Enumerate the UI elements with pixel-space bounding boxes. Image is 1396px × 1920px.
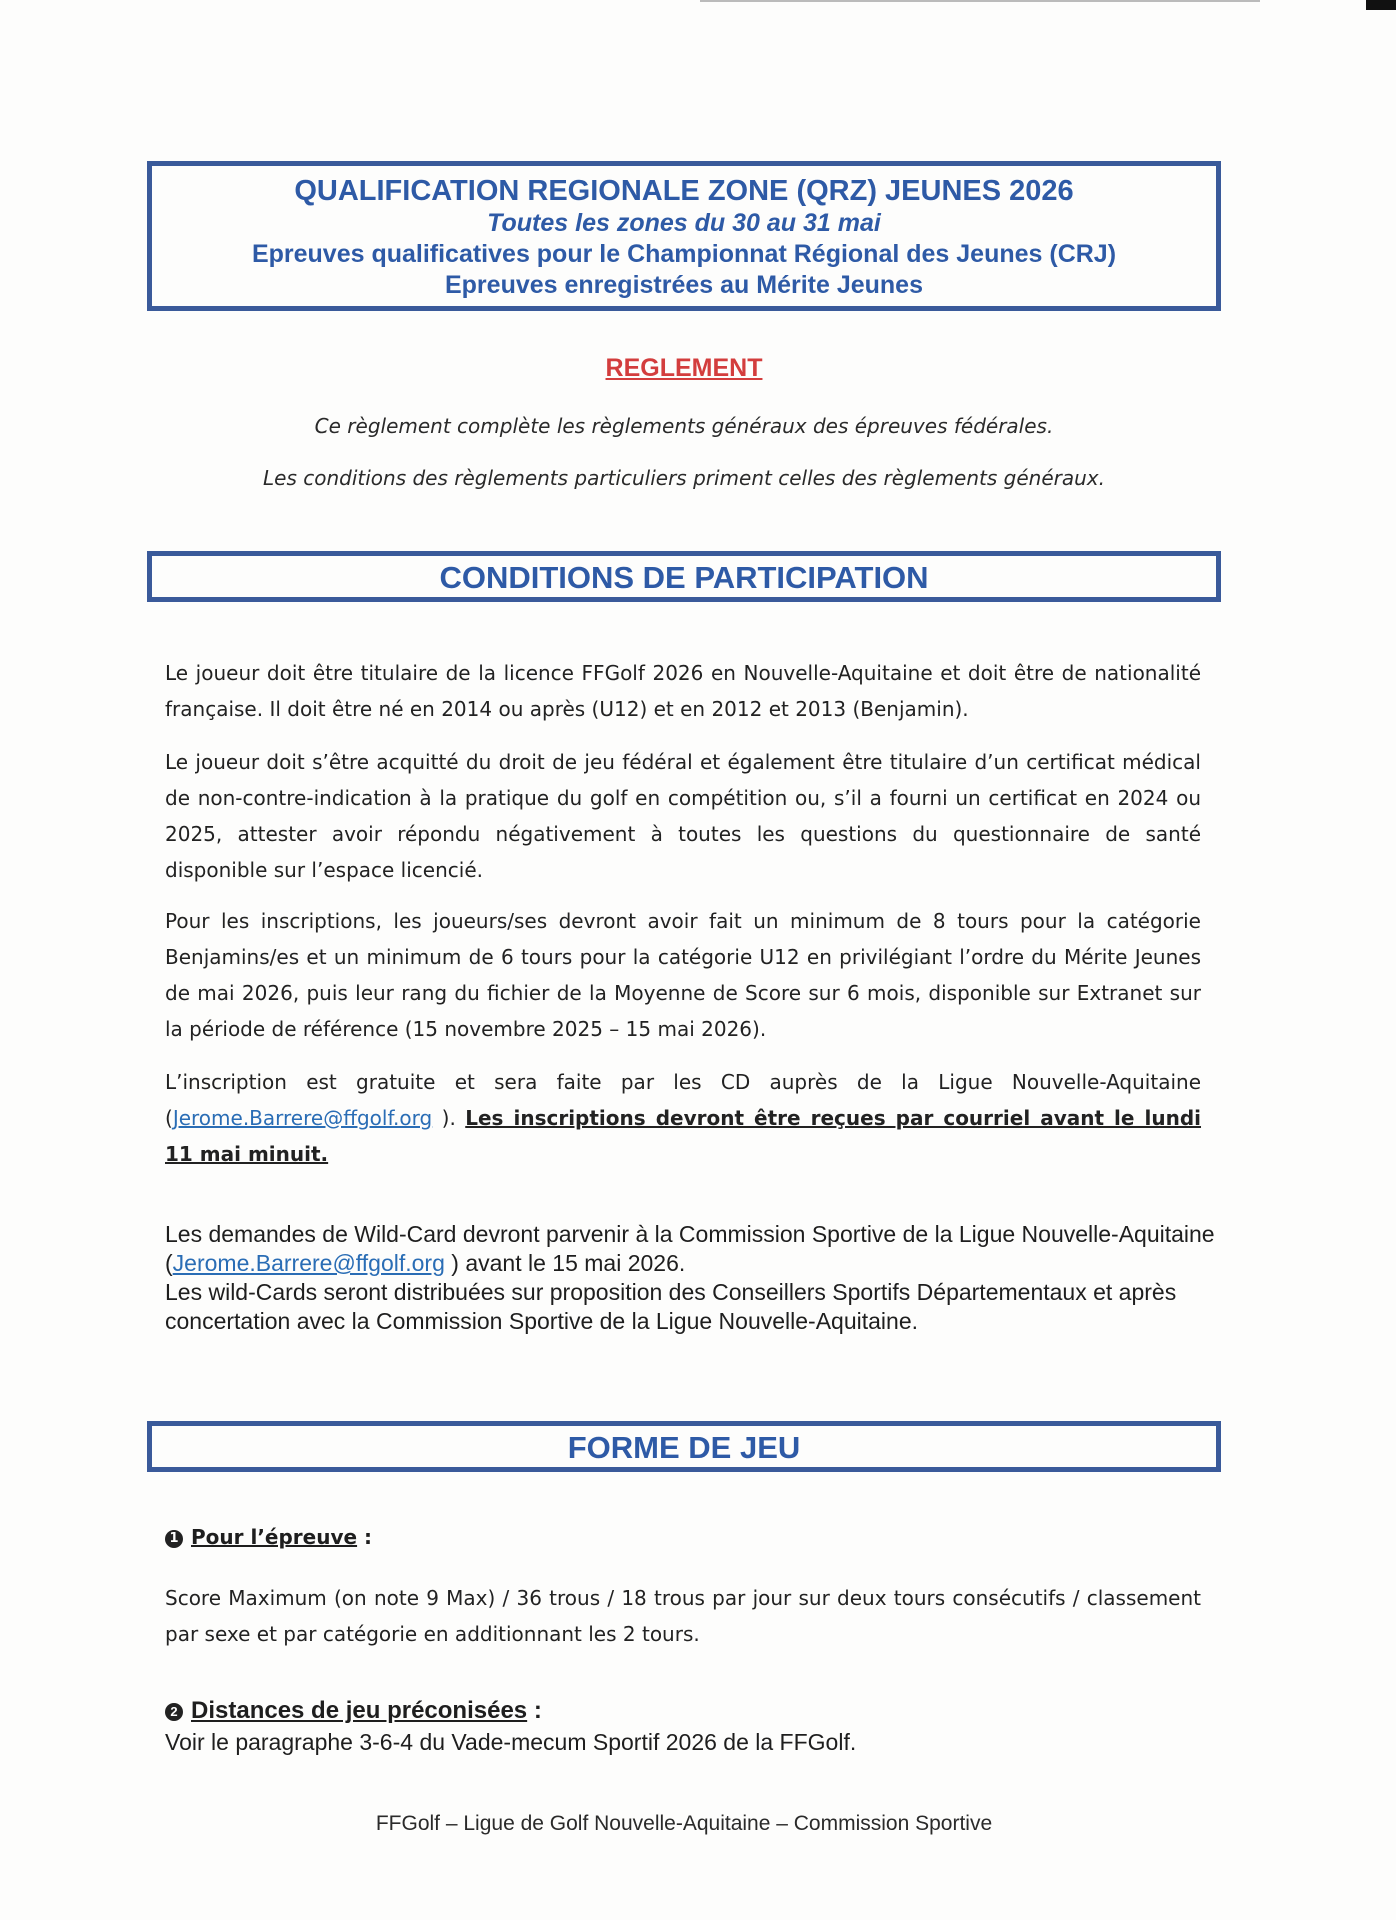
forme-bullet-1-title: Pour l’épreuve — [191, 1525, 358, 1549]
forme-bullet-1-colon: : — [357, 1525, 373, 1549]
wildcard-p1 — [165, 1220, 1215, 1278]
reglement-title: REGLEMENT — [605, 354, 763, 382]
forme-bullet-2 — [165, 1697, 542, 1725]
header-subtitle: Toutes les zones du 30 au 31 mai — [487, 209, 881, 237]
wildcard-p2: Les wild-Cards seront distribuées sur proposition des Conseillers Sportifs Départementaux et après concertation avec la Commission Sportive de la Ligue Nouvelle-Aquitaine. — [165, 1279, 1177, 1334]
header-line4: Epreuves enregistrées au Mérite Jeunes — [444, 271, 923, 299]
forme-bullet-2-colon: : — [527, 1697, 542, 1724]
conditions-p4-deadline: Les inscriptions devront être reçues par courriel avant le lundi 11 mai minuit. — [165, 1106, 1202, 1166]
wildcard-p1-end: ) avant le 15 mai 2026. — [444, 1250, 686, 1276]
forme-bullet-1 — [165, 1525, 372, 1549]
conditions-title: CONDITIONS DE PARTICIPATION — [439, 560, 929, 595]
conditions-p4-start: L’inscription est gratuite et sera faite par les CD auprès de la Ligue Nouvelle-Aquitaine ( — [165, 1070, 1201, 1130]
scan-line — [700, 0, 1260, 2]
bullet-2-icon: 2 — [165, 1703, 183, 1721]
wildcard-p1-start: Les demandes de Wild-Card devront parvenir à la Commission Sportive de la Ligue Nouvelle-Aquitaine ( — [165, 1221, 1215, 1276]
reglement-intro-1: Ce règlement complète les règlements généraux des épreuves fédérales. — [314, 414, 1054, 438]
forme-bullet-2-title: Distances de jeu préconisées — [191, 1697, 528, 1724]
header-title: QUALIFICATION REGIONALE ZONE (QRZ) JEUNES 2026 — [294, 175, 1074, 207]
conditions-p4-mid: ). — [432, 1106, 466, 1130]
page-footer: FFGolf – Ligue de Golf Nouvelle-Aquitaine – Commission Sportive — [375, 1812, 993, 1835]
wildcard-email-link[interactable]: Jerome.Barrere@ffgolf.org — [172, 1250, 445, 1276]
conditions-p2: Le joueur doit s’être acquitté du droit de jeu fédéral et également être titulaire d’un certificat médical de non-contre-indication à la pratique du golf en compétition ou, s’il a fourni un certificat en 2024 ou 2025, attester avoir répondu négativement à toutes les questions du questionnaire de santé disponible sur l’espace licencié. — [165, 750, 1201, 882]
conditions-p3: Pour les inscriptions, les joueurs/ses devront avoir fait un minimum de 8 tours pour la catégorie Benjamins/es et un minimum de 6 tours pour la catégorie U12 en privilégiant l’ordre du Mérite Jeunes de mai 2026, puis leur rang du fichier de la Moyenne de Score sur 6 mois, disponible sur Extranet sur la période de référence (15 novembre 2025 – 15 mai 2026). — [165, 909, 1201, 1041]
conditions-p4-email-link[interactable]: Jerome.Barrere@ffgolf.org — [172, 1106, 433, 1130]
bullet-1-icon: 1 — [165, 1530, 183, 1548]
header-line3: Epreuves qualificatives pour le Championnat Régional des Jeunes (CRJ) — [251, 240, 1117, 268]
forme-box — [147, 1421, 1221, 1472]
conditions-p1: Le joueur doit être titulaire de la licence FFGolf 2026 en Nouvelle-Aquitaine et doit être de nationalité française. Il doit être né en 2014 ou après (U12) et en 2012 et 2013 (Benjamin). — [165, 661, 1201, 721]
forme-bullet-1-text: Score Maximum (on note 9 Max) / 36 trous / 18 trous par jour sur deux tours consécutifs / classement par sexe et par catégorie en additionnant les 2 tours. — [165, 1586, 1201, 1646]
reglement-intro-2: Les conditions des règlements particuliers priment celles des règlements généraux. — [263, 466, 1105, 490]
scan-mark — [1366, 0, 1396, 10]
conditions-box — [147, 551, 1221, 602]
forme-title: FORME DE JEU — [567, 1430, 801, 1465]
conditions-p4 — [165, 1064, 1201, 1172]
forme-bullet-2-text: Voir le paragraphe 3-6-4 du Vade-mecum Sportif 2026 de la FFGolf. — [165, 1729, 857, 1755]
header-box — [147, 161, 1221, 311]
